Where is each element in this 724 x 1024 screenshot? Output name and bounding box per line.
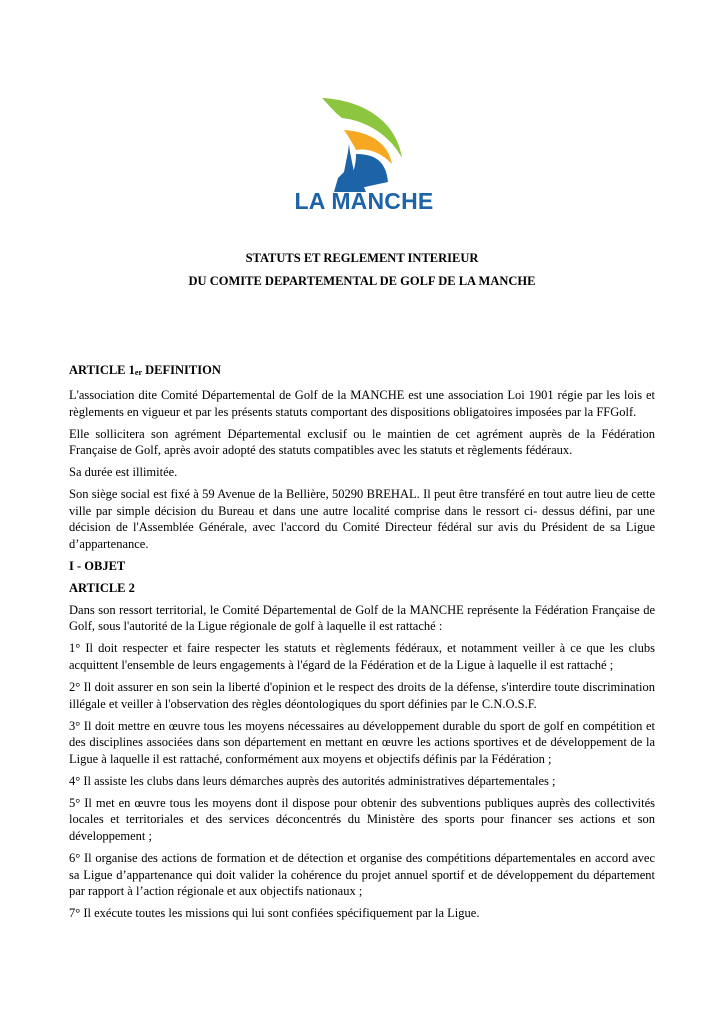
- article-2-paragraph: 5° Il met en œuvre tous les moyens dont il dispose pour obtenir des subventions publiques auprès des collectivités locales et territoriales et des services déconcentrés du Ministère des sports pour financer ses actions et son développement ;: [69, 795, 655, 843]
- logo-text: LA MANCHE: [294, 188, 434, 214]
- article-2-paragraph: 3° Il doit mettre en œuvre tous les moyens nécessaires au développement durable du sport de golf en compétition et des disciplines associées dans son département en mettant en œuvre les actions sportives et de développement de la Ligue à laquelle il est rattaché, conformément aux moyens et objectifs définis par la Fédération ;: [69, 718, 655, 766]
- section-1-heading: I - OBJET: [69, 558, 126, 573]
- la-manche-logo: [284, 92, 444, 222]
- article-2-heading: ARTICLE 2: [69, 580, 135, 595]
- document-body: [69, 362, 655, 927]
- article-1-heading-prefix: ARTICLE 1: [69, 363, 135, 377]
- article-1-heading: [69, 362, 655, 382]
- article-2-paragraph: 2° Il doit assurer en son sein la liberté d'opinion et le respect des droits de la défense, s'interdire toute discrimination illégale et veiller à l'observation des règles déontologiques du sport définies par le C.N.O.S.F.: [69, 680, 655, 711]
- article-2-paragraph: Dans son ressort territorial, le Comité Départemental de Golf de la MANCHE représente la Fédération Française de Golf, sous l'autorité de la Ligue régionale de golf à laquelle il est rattaché :: [69, 602, 655, 634]
- logo-emblem: [284, 92, 444, 192]
- article-2-paragraph: 4° Il assiste les clubs dans leurs démarches auprès des autorités administratives départementales ;: [69, 773, 556, 788]
- article-2-paragraph: 1° Il doit respecter et faire respecter les statuts et règlements fédéraux, et notamment veiller à ce que les clubs acquittent l'ensemble de leurs engagements à l'égard de la Fédération et de la Ligue à laquelle il est rattaché ;: [69, 641, 655, 673]
- article-1-paragraph: Elle sollicitera son agrément Départemental exclusif ou le maintien de cet agrément auprès de la Fédération Française de Golf, après avoir adopté des statuts compatibles avec les statuts et règlements fédéraux.: [69, 426, 655, 458]
- article-2-paragraph: 6° Il organise des actions de formation et de détection et organise des compétitions départementales en accord avec sa Ligue d’appartenance qui doit valider la cohérence du projet annuel sportif et de développement du département par rapport à l’action régionale et aux objectifs nationaux ;: [69, 850, 655, 899]
- article-1-heading-suffix: DEFINITION: [142, 363, 221, 377]
- document-title-line-2: DU COMITE DEPARTEMENTAL DE GOLF DE LA MANCHE: [188, 274, 536, 288]
- article-2-paragraph: 7° Il exécute toutes les missions qui lui sont confiées spécifiquement par la Ligue.: [69, 906, 480, 921]
- article-1-paragraph: Sa durée est illimitée.: [69, 465, 178, 480]
- article-1-paragraph: Son siège social est fixé à 59 Avenue de la Bellière, 50290 BREHAL. Il peut être transféré en tout autre lieu de cette ville par simple décision du Bureau et dans une autre localité comprise dans le ressort ci- dessus défini, par une décision de l'Assemblée Générale, avec l'accord du Comité Directeur fédéral sur avis du Président de sa Ligue d’appartenance.: [69, 487, 655, 551]
- article-1-paragraph: L'association dite Comité Départemental de Golf de la MANCHE est une association Loi 1901 régie par les lois et règlements en vigueur et par les présents statuts comportant des dispositions obligatoires imposées par la FFGolf.: [69, 387, 655, 419]
- article-1-heading-sup: er: [134, 368, 143, 377]
- document-title-line-1: STATUTS ET REGLEMENT INTERIEUR: [245, 251, 479, 265]
